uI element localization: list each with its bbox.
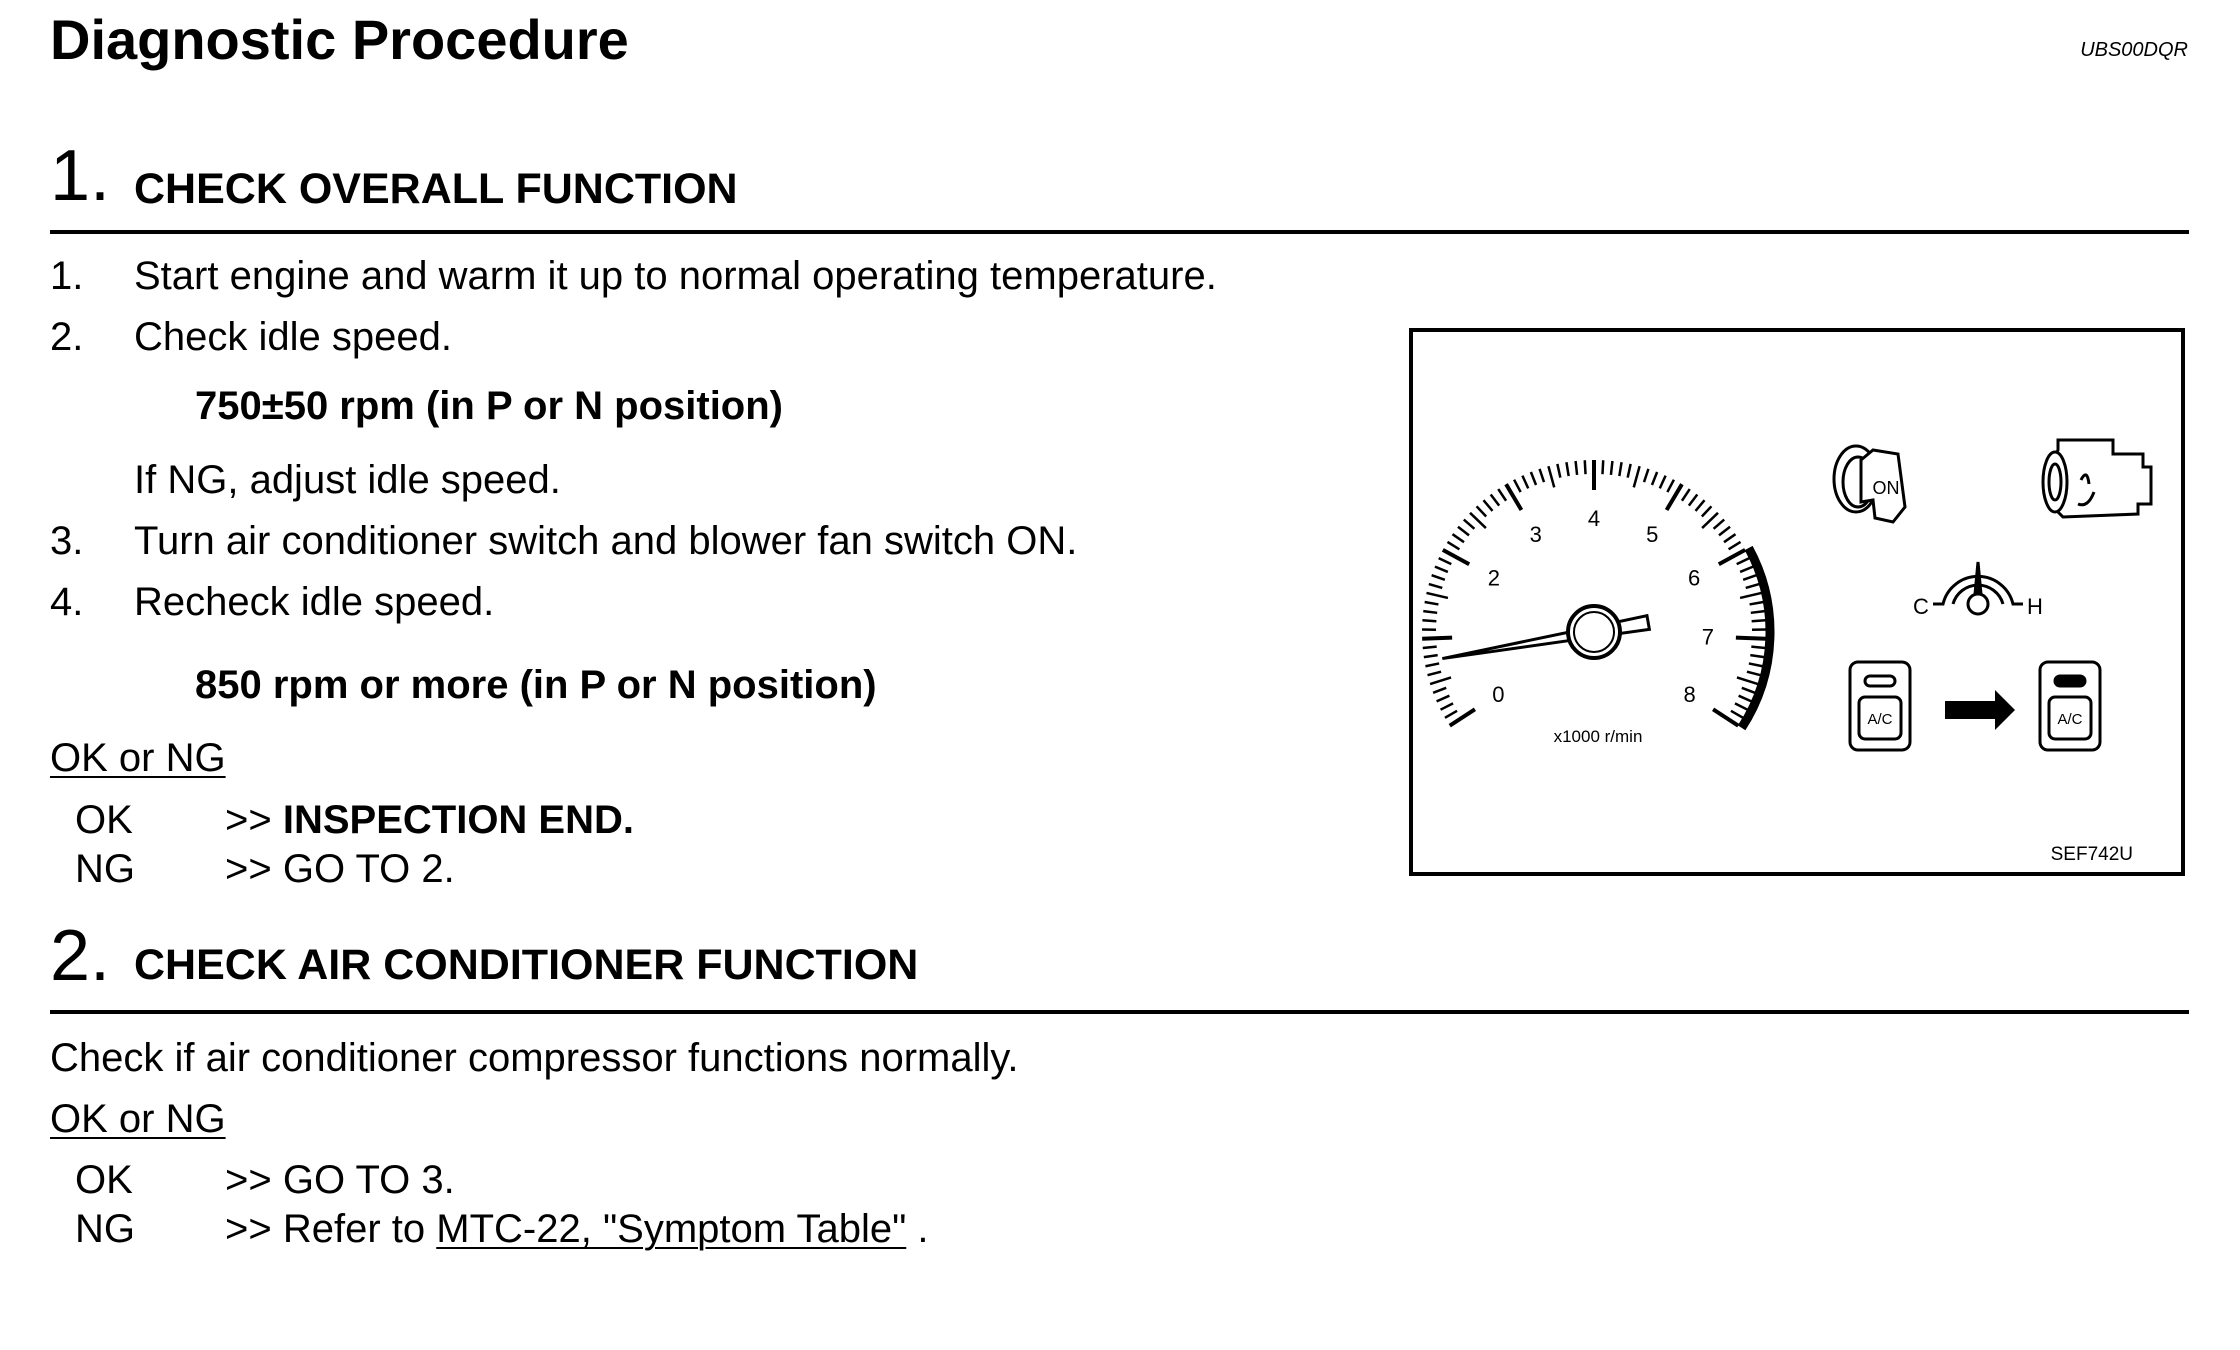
tach-tick	[1435, 567, 1448, 572]
tach-tick	[1628, 464, 1631, 478]
tach-tick	[1746, 584, 1759, 588]
tach-tick	[1751, 611, 1765, 613]
tach-tick	[1453, 534, 1465, 542]
ac-switch-off-icon	[1850, 662, 1910, 750]
tachometer	[1422, 460, 1770, 728]
tach-tick	[1682, 489, 1690, 501]
tach-tick	[1425, 663, 1439, 666]
idle-speed-spec: 750±50 rpm (in P or N position)	[195, 384, 783, 428]
tach-tick	[1736, 638, 1766, 639]
tach-tick	[1750, 602, 1764, 604]
tach-tick	[1566, 462, 1568, 476]
ng-action: GO TO 2.	[282, 847, 455, 891]
tach-tick	[1611, 461, 1612, 475]
list-item-text: Check idle speed.	[134, 315, 452, 359]
tach-tick	[1742, 688, 1755, 693]
list-item-number: 4.	[50, 580, 84, 624]
step-1-rule	[50, 230, 2189, 234]
ng-result	[225, 1209, 929, 1249]
tach-tick	[1737, 558, 1750, 564]
step-2-number: 2.	[50, 916, 111, 996]
tach-tick	[1432, 575, 1445, 580]
tach-tick	[1483, 500, 1492, 511]
ng-action-prefix: Refer to	[282, 1207, 426, 1251]
tach-tick	[1696, 500, 1705, 511]
tach-tick	[1652, 472, 1657, 485]
tach-tick	[1634, 466, 1640, 487]
ng-label: NG	[75, 847, 135, 891]
tach-tick	[1644, 469, 1648, 482]
key-on-label: ON	[1872, 478, 1900, 498]
ok-result	[225, 800, 634, 840]
tach-tick	[1423, 647, 1437, 648]
step-1-number: 1.	[50, 136, 111, 216]
arrow-marker: >>	[225, 1158, 272, 1202]
tach-tick	[1491, 494, 1499, 505]
coolant-temperature-gauge-icon	[1913, 562, 2043, 619]
tach-tick	[1548, 466, 1554, 487]
ok-label: OK	[75, 1158, 133, 1202]
tach-tick	[1585, 460, 1586, 474]
tach-tick	[1437, 696, 1450, 702]
tach-tick	[1576, 461, 1577, 475]
idle-check-illustration	[1409, 328, 2185, 876]
tach-tick	[1740, 567, 1753, 572]
tach-tick	[1522, 476, 1528, 489]
tach-tick	[1441, 703, 1453, 709]
tach-tick	[1424, 655, 1438, 657]
step-2-rule	[50, 1010, 2189, 1014]
tach-tick	[1739, 696, 1752, 702]
ng-label: NG	[75, 1207, 135, 1251]
tach-tick	[1458, 527, 1469, 536]
tach-label: 4	[1587, 506, 1601, 531]
tach-tick	[1426, 593, 1447, 598]
tach-unit: x1000 r/min	[1553, 727, 1643, 746]
tach-tick	[1477, 506, 1487, 516]
illustration-canvas	[1413, 332, 2181, 872]
list-item-number: 2.	[50, 315, 84, 359]
ng-result	[225, 849, 455, 889]
tach-tick	[1557, 464, 1560, 478]
ac-switch-on-icon	[2040, 662, 2100, 750]
list-item-text: Start engine and warm it up to normal operating temperature.	[134, 254, 1217, 298]
tach-tick	[1540, 469, 1544, 482]
tach-tick	[1724, 534, 1736, 542]
tach-tick	[1425, 602, 1439, 604]
ok-action: GO TO 3.	[282, 1158, 455, 1202]
tach-tick	[1740, 593, 1761, 598]
tach-tick	[1423, 611, 1437, 613]
ok-action: INSPECTION END.	[282, 798, 634, 842]
tach-tick	[1660, 476, 1666, 489]
tach-label: 5	[1646, 522, 1659, 548]
tach-label: 7	[1701, 624, 1715, 650]
ac-label: A/C	[2057, 711, 2083, 728]
tach-needle-hub-inner	[1574, 612, 1614, 652]
figure-id: SEF742U	[2050, 844, 2133, 865]
tach-tick	[1747, 672, 1761, 676]
tach-label: 0	[1492, 682, 1505, 708]
list-item-text: Turn air conditioner switch and blower fan switch ON.	[134, 519, 1078, 563]
tach-label: 2	[1487, 565, 1500, 591]
tach-tick	[1602, 460, 1603, 474]
tach-tick	[1752, 620, 1766, 621]
tach-tick	[1743, 575, 1756, 580]
ok-label: OK	[75, 798, 133, 842]
tach-tick	[1714, 520, 1725, 529]
tach-tick	[1719, 527, 1730, 536]
tach-label: 8	[1683, 682, 1696, 708]
tach-tick	[1422, 620, 1436, 621]
tach-tick	[1729, 542, 1741, 549]
tach-tick	[1737, 677, 1758, 684]
arrow-marker: >>	[225, 847, 272, 891]
ac-label: A/C	[1867, 711, 1893, 728]
tach-tick	[1751, 647, 1765, 648]
tach-tick	[1430, 677, 1451, 684]
tach-tick	[1429, 584, 1442, 588]
result-label: OK or NG	[50, 1097, 226, 1141]
tach-tick	[1619, 462, 1621, 476]
tach-tick	[1498, 489, 1506, 501]
step-2-instruction: Check if air conditioner compressor functions normally.	[50, 1036, 1019, 1080]
tach-tick	[1702, 506, 1712, 516]
step-1-heading: CHECK OVERALL FUNCTION	[134, 165, 738, 213]
tach-tick	[1445, 711, 1457, 718]
tach-tick	[1422, 638, 1452, 639]
tach-tick	[1689, 494, 1697, 505]
tach-label: 3	[1529, 522, 1542, 548]
list-item-number: 1.	[50, 254, 84, 298]
right-arrow-icon	[1945, 690, 2015, 730]
tach-tick	[1428, 672, 1442, 676]
ignition-key-icon	[1834, 446, 1905, 522]
tach-tick	[1531, 472, 1536, 485]
tach-tick	[1464, 520, 1475, 529]
idle-adjust-note: If NG, adjust idle speed.	[134, 458, 561, 502]
tach-label: 6	[1688, 565, 1701, 591]
temp-cold-label: C	[1913, 594, 1929, 619]
tach-tick	[1439, 558, 1452, 564]
temp-hot-label: H	[2027, 594, 2043, 619]
tach-tick	[1731, 711, 1743, 718]
tach-tick	[1433, 688, 1446, 693]
arrow-marker: >>	[225, 798, 272, 842]
document-code: UBS00DQR	[2080, 39, 2188, 61]
ok-result	[225, 1160, 455, 1200]
list-item-text: Recheck idle speed.	[134, 580, 495, 624]
tach-tick	[1514, 480, 1521, 492]
ac-idle-speed-spec: 850 rpm or more (in P or N position)	[195, 663, 877, 707]
arrow-marker: >>	[225, 1207, 272, 1251]
list-item-number: 3.	[50, 519, 84, 563]
tach-tick	[1750, 655, 1764, 657]
page-title: Diagnostic Procedure	[50, 8, 629, 71]
engine-icon	[2043, 440, 2151, 517]
ng-suffix: .	[917, 1207, 929, 1251]
tach-tick	[1749, 663, 1763, 666]
tach-tick	[1735, 703, 1747, 709]
step-2-heading: CHECK AIR CONDITIONER FUNCTION	[134, 941, 919, 989]
result-label: OK or NG	[50, 736, 226, 780]
tach-tick	[1447, 542, 1459, 549]
tach-tick	[1667, 480, 1674, 492]
symptom-table-link[interactable]: MTC-22, "Symptom Table"	[436, 1207, 907, 1251]
